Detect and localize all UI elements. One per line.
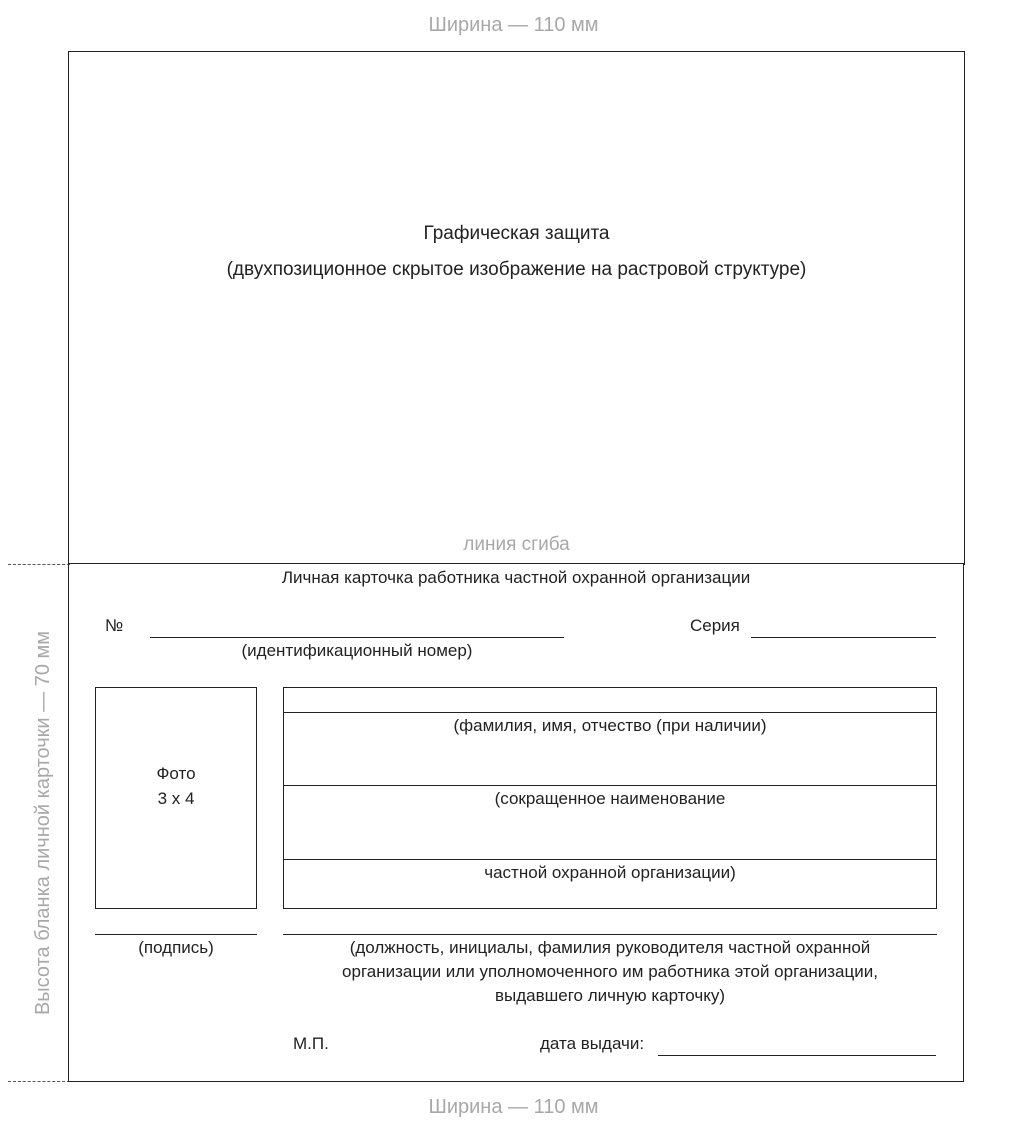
photo-label: Фото	[156, 764, 196, 783]
fold-line-label: линия сгиба	[463, 534, 570, 555]
stamp-label: М.П.	[293, 1034, 329, 1053]
fold-dash-left	[8, 564, 70, 565]
position-field[interactable]	[283, 934, 937, 935]
position-caption-3: выдавшего личную карточку)	[494, 986, 726, 1005]
width-dimension-top: Ширина — 110 мм	[428, 14, 599, 36]
graphic-protection-title: Графическая защита	[423, 223, 610, 244]
series-label: Серия	[690, 616, 740, 635]
series-field[interactable]	[751, 637, 936, 638]
graphic-protection-panel	[68, 51, 965, 565]
height-dimension: Высота бланка личной карточки — 70 мм	[32, 630, 54, 1016]
bottom-dash-left	[8, 1081, 70, 1082]
card-heading: Личная карточка работника частной охранной организации	[281, 568, 751, 587]
issue-date-label: дата выдачи:	[540, 1034, 645, 1053]
org-field-line-2[interactable]	[283, 859, 937, 860]
fio-caption: (фамилия, имя, отчество (при наличии)	[453, 716, 767, 735]
number-label: №	[105, 616, 124, 635]
issue-date-field[interactable]	[658, 1055, 936, 1056]
fio-field-line[interactable]	[283, 712, 937, 713]
graphic-protection-subtitle: (двухпозиционное скрытое изображение на растровой структуре)	[226, 259, 807, 280]
position-caption-1: (должность, инициалы, фамилия руководителя частной охранной	[349, 938, 871, 957]
org-caption-1: (сокращенное наименование	[494, 789, 726, 808]
id-number-caption: (идентификационный номер)	[241, 641, 473, 660]
photo-size: 3 x 4	[157, 789, 195, 808]
width-dimension-bottom: Ширина — 110 мм	[428, 1096, 599, 1118]
org-caption-2: частной охранной организации)	[484, 863, 736, 882]
id-number-field[interactable]	[150, 637, 564, 638]
signature-field[interactable]	[95, 934, 257, 935]
position-caption-2: организации или уполномоченного им работника этой организации,	[342, 962, 878, 981]
org-field-line-1[interactable]	[283, 785, 937, 786]
signature-caption: (подпись)	[138, 938, 214, 957]
